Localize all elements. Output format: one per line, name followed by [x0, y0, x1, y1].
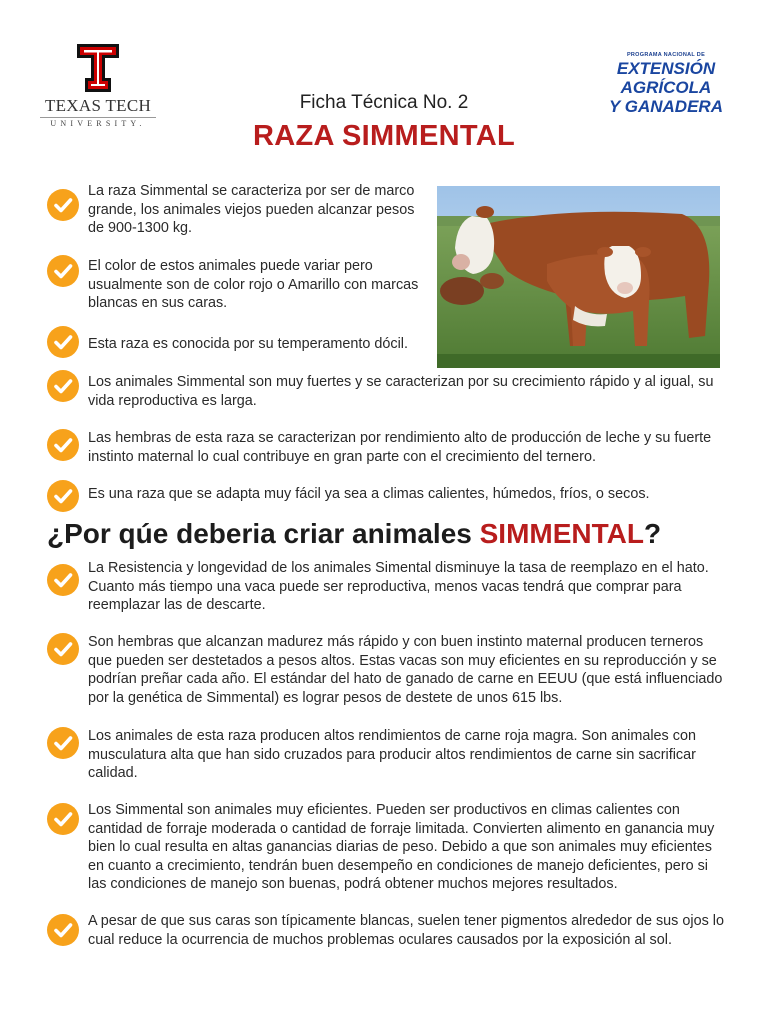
intro-bullet-text: Las hembras de esta raza se caracterizan por rendimiento alto de producción de leche y su fuerte instinto maternal lo cual contribuye en gran parte con el crecimiento del ternero. — [88, 430, 712, 465]
check-icon — [47, 255, 79, 287]
check-icon — [47, 480, 79, 512]
check-icon — [47, 189, 79, 221]
intro-bullet-text: La raza Simmental se caracteriza por ser de marco grande, los animales viejos pueden alcanzar pesos de 900-1300 kg. — [88, 183, 415, 236]
double-t-icon — [77, 44, 119, 92]
extension-program-logo — [598, 52, 734, 118]
section-heading-suffix: ? — [643, 518, 662, 549]
intro-bullet-text: Los animales Simmental son muy fuertes y se caracterizan por su crecimiento rápido y al igual, su vida reproductiva es larga. — [88, 374, 714, 409]
document-subtitle: Ficha Técnica No. 2 — [299, 92, 469, 113]
check-icon — [47, 914, 79, 946]
check-icon — [47, 564, 79, 596]
reason-bullet-text: Los animales de esta raza producen altos rendimientos de carne roja magra. Son animales con musculatura alta que han sido cruzados para producir altos rendimientos de carne sin sacrificar calidad. — [88, 728, 696, 781]
extension-line-1: EXTENSIÓN — [616, 59, 716, 78]
extension-line-2: AGRÍCOLA — [620, 78, 712, 97]
extension-line-3: Y GANADERA — [609, 97, 723, 116]
section-heading-highlight: SIMMENTAL — [479, 518, 644, 549]
document-title: RAZA SIMMENTAL — [253, 120, 515, 152]
intro-bullet-text: Esta raza es conocida por su temperamento dócil. — [88, 336, 408, 352]
cattle-photo — [437, 186, 720, 368]
check-icon — [47, 370, 79, 402]
intro-bullet-text: El color de estos animales puede variar pero usualmente son de color rojo o Amarillo con marcas blancas en sus caras. — [88, 258, 419, 311]
extension-program-label: PROGRAMA NACIONAL DE — [626, 52, 706, 58]
check-icon — [47, 633, 79, 665]
reason-bullet-text: Los Simmental son animales muy eficientes. Pueden ser productivos en climas calientes con cantidad de forraje moderada o cantidad de forraje limitada. Convierten alimento en ganancia muy bien lo cual resulta en altas ganancias diarias de peso. Debido a que son animales muy eficientes en cuanto a crecimiento, tendrán buen desempeño en condiciones de manejo deficientes, pero si las condiciones de manejo son buenas, podrá obtener muchos mejores resultados. — [88, 802, 715, 892]
texas-tech-logo — [40, 44, 156, 130]
reason-bullet-text: A pesar de que sus caras son típicamente blancas, suelen tener pigmentos alrededor de sus ojos lo cual reduce la ocurrencia de muchos problemas oculares causados por la exposición al sol. — [88, 913, 724, 948]
texas-tech-university: UNIVERSITY. — [40, 117, 156, 128]
check-icon — [47, 326, 79, 358]
reason-bullet-text: La Resistencia y longevidad de los animales Simental disminuye la tasa de reemplazo en el hato. Cuanto más tiempo una vaca puede ser reproductiva, menos vacas tendrá que comprar para reemplazar las de descarte. — [88, 560, 709, 613]
reason-bullet-text: Son hembras que alcanzan madurez más rápido y con buen instinto maternal producen terneros que pueden ser destetados a pesos altos. Estas vacas son muy eficientes en su reproducción y se podrían preñar cada año. El estándar del hato de ganado de carne en EEUU (que está influenciado por la genética de Simmental) es lograr pesos de destete de unos 615 lbs. — [88, 634, 723, 706]
check-icon — [47, 803, 79, 835]
check-icon — [47, 727, 79, 759]
texas-tech-name: TEXAS TECH — [44, 96, 152, 115]
check-icon — [47, 429, 79, 461]
section-heading-prefix: ¿Por qúe deberia criar animales — [47, 518, 480, 549]
intro-bullet-text: Es una raza que se adapta muy fácil ya sea a climas calientes, húmedos, fríos, o secos. — [88, 486, 650, 502]
section-heading — [47, 518, 661, 550]
